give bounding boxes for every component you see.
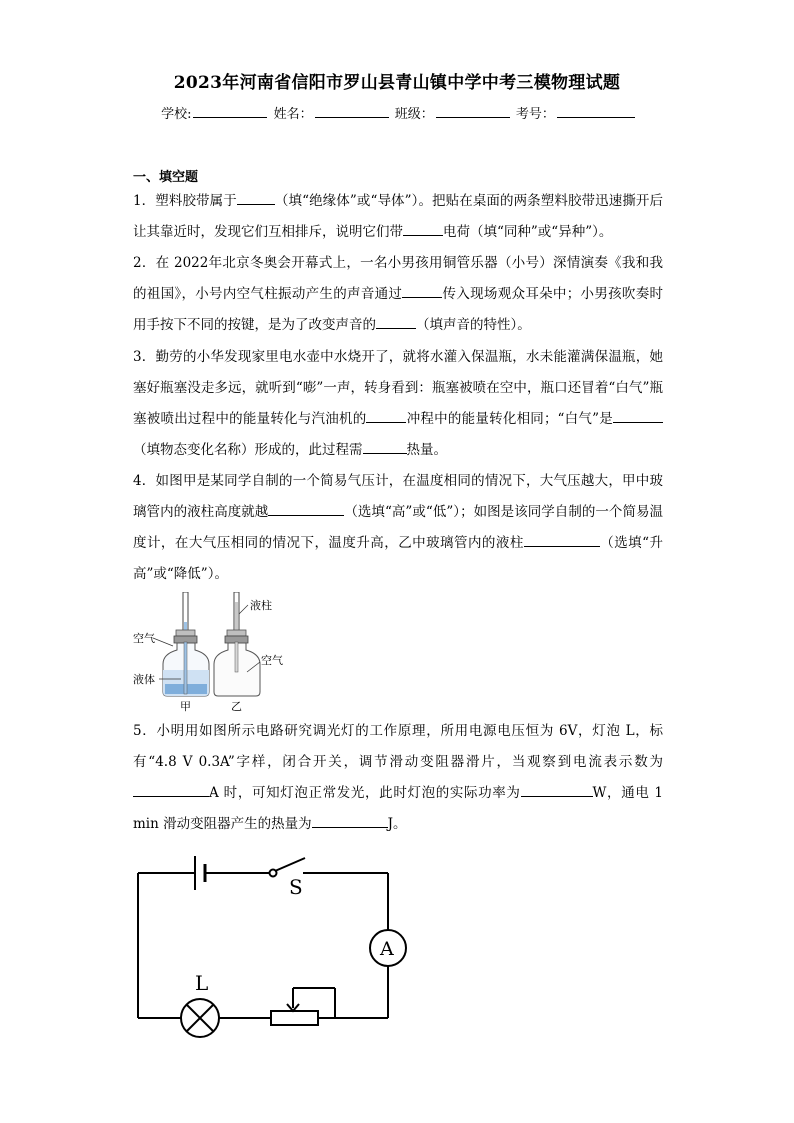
q3-text-b: 冲程中的能量转化相同；“白气”是 — [406, 411, 613, 427]
label-jia: 甲 — [180, 700, 191, 712]
q2-blank-1[interactable] — [402, 283, 442, 298]
q2-text-a: 2．在 2022年北京冬奥会开幕式上，一名小男孩用铜管乐器（小号）深情演奏《我和我的祖国》，小号内空气柱振动产生的声音通过 — [133, 255, 663, 302]
q3-text-d: 热量。 — [406, 442, 447, 458]
q3-blank-2[interactable] — [613, 408, 663, 423]
lamp-label: L — [195, 971, 209, 995]
number-label: 考号： — [515, 107, 555, 122]
question-4 — [133, 466, 663, 590]
label-air-right: 空气 — [261, 654, 283, 667]
school-field[interactable] — [193, 105, 267, 118]
q3-blank-3[interactable] — [363, 439, 407, 454]
label-liquid-column: 液柱 — [250, 599, 272, 612]
page-title: 2023年河南省信阳市罗山县青山镇中学中考三模物理试题 — [173, 73, 621, 93]
number-field[interactable] — [557, 105, 635, 118]
label-yi: 乙 — [231, 700, 242, 712]
q2-text-c: （填声音的特性）。 — [416, 317, 531, 333]
name-label: 姓名： — [273, 107, 313, 122]
q2-blank-2[interactable] — [376, 314, 416, 329]
question-1 — [133, 186, 663, 248]
q1-text-c: 电荷（填“同种”或“异种”）。 — [443, 224, 613, 240]
q5-text-c: W，通电 1 min 滑动变阻器产生的热量为 — [133, 785, 663, 832]
rheostat-body — [271, 1011, 318, 1025]
q3-text-a: 3．勤劳的小华发现家里电水壶中水烧开了，就将水灌入保温瓶，水未能灌满保温瓶，她塞好瓶塞没走多远，就听到“嘭”一声，转身看到：瓶塞被喷在空中，瓶口还冒着“白气”瓶塞被喷出过程中的能量转化与汽油机的 — [133, 349, 663, 427]
label-liquid: 液体 — [133, 673, 155, 686]
student-info-row — [0, 103, 794, 122]
switch-label: S — [289, 875, 303, 899]
q5-blank-2[interactable] — [521, 782, 593, 797]
figure-barometer-thermometer — [133, 592, 293, 712]
label-air-left: 空气 — [133, 632, 155, 645]
q5-blank-3[interactable] — [312, 813, 388, 828]
q4-blank-1[interactable] — [268, 501, 344, 516]
q4-text-b: （选填“高”或“低”）；如图是该同学自制的一个简易温度计，在大气压相同的情况下，温度升高，乙中玻璃管内的液柱 — [133, 504, 664, 551]
q5-text-a: 5．小明用如图所示电路研究调光灯的工作原理，所用电源电压恒为 6V，灯泡 L，标有“4.8 V 0.3A”字样，闭合开关，调节滑动变阻器滑片，当观察到电流表示数为 — [133, 723, 663, 770]
ammeter-label: A — [380, 938, 394, 960]
class-label: 班级： — [394, 107, 434, 122]
figure-circuit — [133, 848, 423, 1043]
class-field[interactable] — [436, 105, 510, 118]
bottle-jia — [163, 592, 209, 696]
q5-blank-1[interactable] — [133, 782, 209, 797]
name-field[interactable] — [315, 105, 389, 118]
school-label: 学校: — [161, 107, 192, 122]
q4-blank-2[interactable] — [524, 532, 600, 547]
q3-blank-1[interactable] — [366, 408, 406, 423]
q3-text-c: （填物态变化名称）形成的，此过程需 — [133, 442, 363, 458]
q1-text-b: （填“绝缘体”或“导体”）。把贴在桌面的两条塑料胶带迅速撕开后让其靠近时，发现它们互相排斥，说明它们带 — [133, 193, 664, 240]
q4-text-a: 4．如图甲是某同学自制的一个简易气压计，在温度相同的情况下，大气压越大，甲中玻璃管内的液柱高度就越 — [133, 473, 663, 520]
q1-blank-1[interactable] — [237, 190, 275, 205]
q1-text-a: 1．塑料胶带属于 — [133, 193, 237, 209]
q5-text-d: J。 — [387, 816, 407, 832]
q5-text-b: A 时，可知灯泡正常发光，此时灯泡的实际功率为 — [209, 785, 521, 801]
section-heading-fill-blank: 一、填空题 — [133, 170, 199, 185]
q1-blank-2[interactable] — [403, 221, 443, 236]
q2-text-b: 传入现场观众耳朵中；小男孩吹奏时用手按下不同的按键，是为了改变声音的 — [133, 286, 664, 333]
question-2 — [133, 248, 663, 341]
switch-blade — [275, 858, 305, 871]
question-3 — [133, 342, 663, 466]
q4-text-c: （选填“升高”或“降低”）。 — [133, 535, 664, 582]
question-5 — [133, 716, 663, 840]
